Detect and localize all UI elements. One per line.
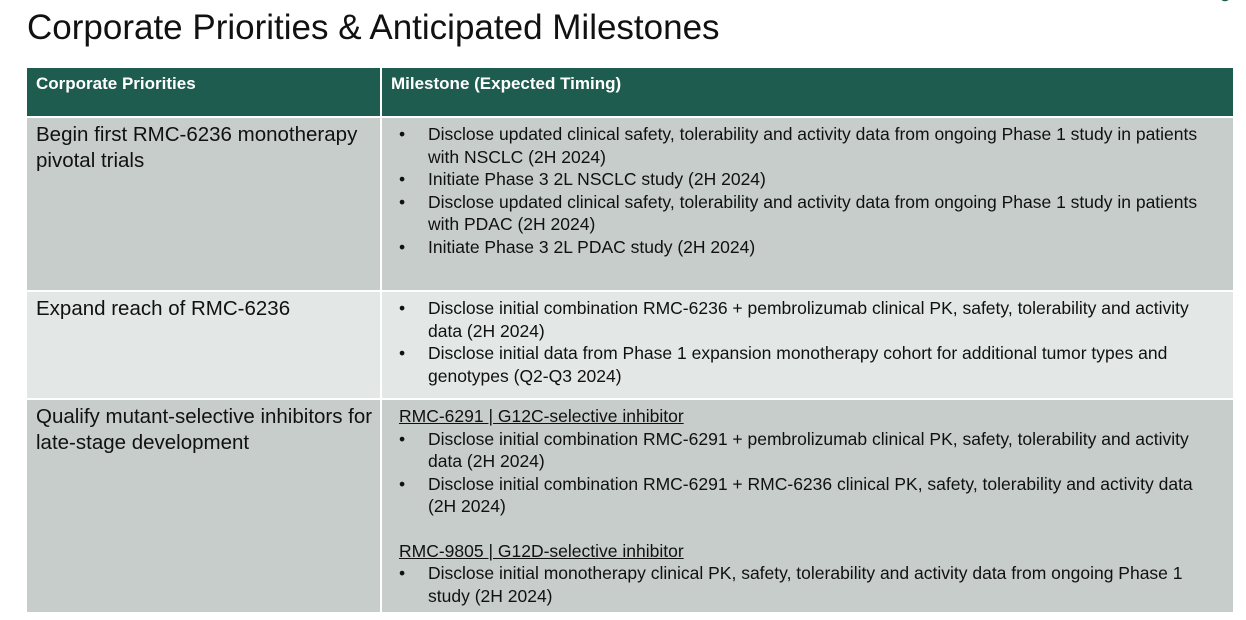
milestone-item: • Disclose initial data from Phase 1 expansion monotherapy cohort for additional tumor types and genotypes (Q2-Q3 2024) — [399, 342, 1221, 387]
priority-cell: Qualify mutant-selective inhibitors for late-stage development — [27, 400, 382, 612]
group-heading: RMC-9805 | G12D-selective inhibitor — [399, 540, 684, 561]
milestone-item: • Disclose initial combination RMC-6291 + RMC-6236 clinical PK, safety, tolerability and activity data (2H 2024) — [399, 473, 1221, 518]
spacer — [399, 518, 1221, 540]
group-heading: RMC-6291 | G12C-selective inhibitor — [399, 406, 684, 426]
table-row — [27, 118, 1233, 290]
logo-icon — [1214, 0, 1236, 6]
milestone-list — [399, 562, 1221, 607]
page-title: Corporate Priorities & Anticipated Milestones — [27, 8, 720, 47]
header-milestone: Milestone (Expected Timing) — [391, 74, 622, 93]
milestone-list — [399, 123, 1221, 258]
milestone-item: • Disclose initial combination RMC-6236 + pembrolizumab clinical PK, safety, tolerability and activity data (2H 2024) — [399, 297, 1221, 342]
table-header — [27, 68, 1233, 118]
milestones-table — [27, 68, 1233, 612]
milestone-item: • Disclose initial monotherapy clinical PK, safety, tolerability and activity data from ongoing Phase 1 study (2H 2024) — [399, 562, 1221, 607]
milestone-list — [399, 428, 1221, 518]
milestone-cell — [382, 400, 1233, 612]
milestone-cell — [382, 118, 1233, 290]
milestone-item: • Disclose updated clinical safety, tolerability and activity data from ongoing Phase 1 study in patients with PDAC (2H 2024) — [399, 191, 1221, 236]
milestone-list — [399, 297, 1221, 387]
milestone-cell — [382, 292, 1233, 398]
priority-cell: Expand reach of RMC-6236 — [27, 292, 382, 398]
milestone-item: • Initiate Phase 3 2L NSCLC study (2H 2024) — [399, 168, 1221, 191]
table-row — [27, 398, 1233, 612]
table-row — [27, 290, 1233, 398]
milestone-item: • Disclose initial combination RMC-6291 + pembrolizumab clinical PK, safety, tolerability and activity data (2H 2024) — [399, 428, 1221, 473]
milestone-item: • Initiate Phase 3 2L PDAC study (2H 2024) — [399, 236, 1221, 259]
header-corporate-priorities: Corporate Priorities — [27, 68, 382, 116]
milestone-item: • Disclose updated clinical safety, tolerability and activity data from ongoing Phase 1 study in patients with NSCLC (2H 2024) — [399, 123, 1221, 168]
priority-cell: Begin first RMC-6236 monotherapy pivotal trials — [27, 118, 382, 290]
